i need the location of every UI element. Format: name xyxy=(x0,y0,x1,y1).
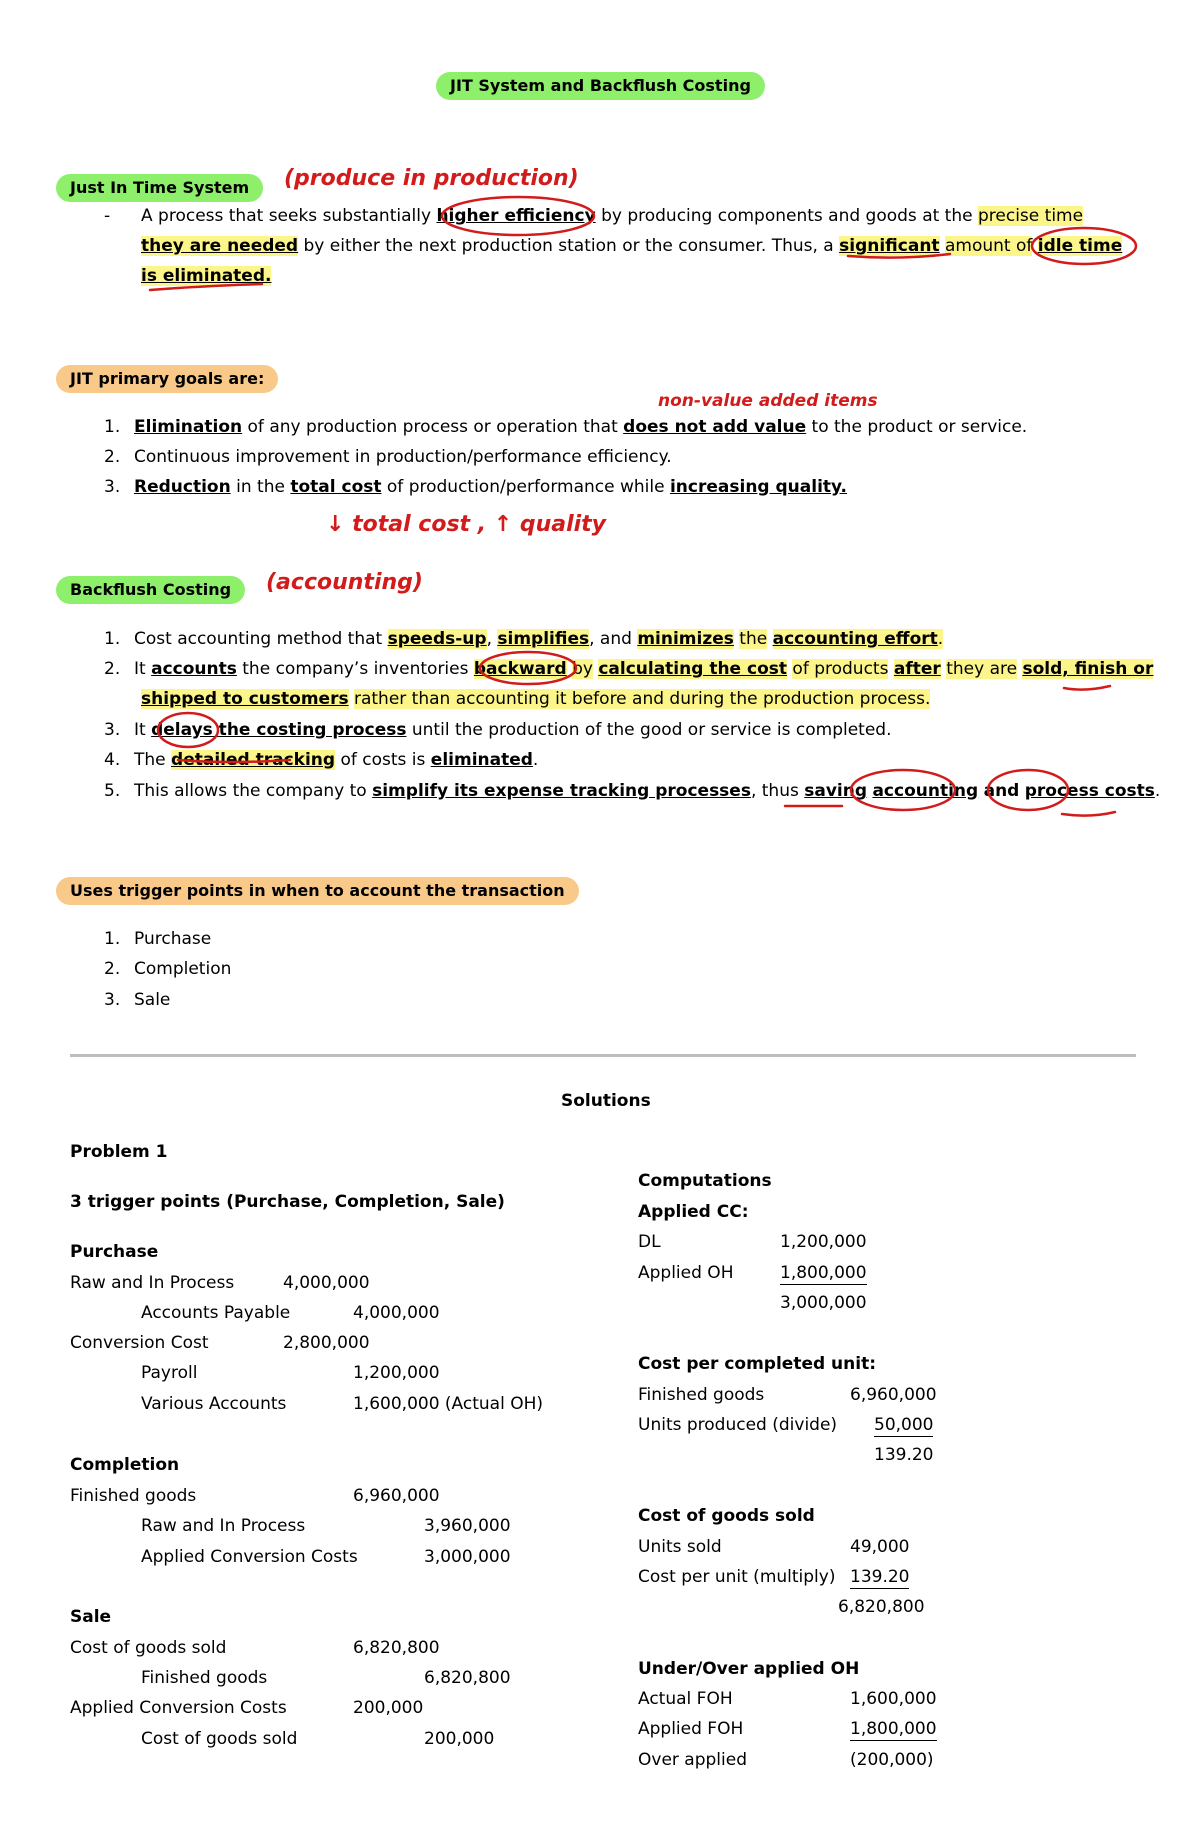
journal-row-credit: 3,000,000 xyxy=(424,1547,511,1567)
computation-total: 139.20 xyxy=(874,1445,934,1465)
problem-heading: Problem 1 xyxy=(70,1142,168,1162)
backflush-item-4: 4. The detailed tracking of costs is eliminated. xyxy=(104,750,539,770)
journal-row-label: Raw and In Process xyxy=(141,1516,306,1536)
computation-total: 3,000,000 xyxy=(780,1293,867,1313)
trigger-item-2: 2. Completion xyxy=(104,959,232,979)
dash-bullet: - xyxy=(104,206,111,226)
computation-value: 1,200,000 xyxy=(780,1232,867,1252)
applied-cc-heading: Applied CC: xyxy=(638,1202,749,1222)
underline-annotation xyxy=(1064,686,1110,690)
goal-item-1: 1. Elimination of any production process or operation that does not add value to the product or service. xyxy=(104,417,1028,437)
purchase-heading: Purchase xyxy=(70,1242,159,1262)
goals-heading: JIT primary goals are: xyxy=(56,365,278,393)
goals-handwritten-note-bottom: ↓ total cost , ↑ quality xyxy=(326,512,607,537)
backflush-item-3: 3. It delays the costing process until the production of the good or service is completed. xyxy=(104,720,892,740)
computation-value: 49,000 xyxy=(850,1537,910,1557)
computation-value: (200,000) xyxy=(850,1750,934,1770)
trigger-points-line: 3 trigger points (Purchase, Completion, Sale) xyxy=(70,1192,505,1212)
backflush-item-2: 2. It accounts the company’s inventories backward by calculating the cost of products after they are sold, finish or xyxy=(104,659,1154,679)
cost-per-unit-heading: Cost per completed unit: xyxy=(638,1354,877,1374)
journal-row-debit: 2,800,000 xyxy=(283,1333,370,1353)
journal-row-label: Accounts Payable xyxy=(141,1303,291,1323)
computation-value: 6,960,000 xyxy=(850,1385,937,1405)
underline-annotation xyxy=(1062,812,1115,816)
backflush-item-5: 5. This allows the company to simplify its expense tracking processes, thus saving accounting and process costs. xyxy=(104,781,1161,801)
solutions-heading: Solutions xyxy=(561,1091,651,1111)
journal-row-credit: 3,960,000 xyxy=(424,1516,511,1536)
computation-label: Cost per unit (multiply) xyxy=(638,1567,836,1587)
journal-row-label: Raw and In Process xyxy=(70,1273,235,1293)
computation-label: Over applied xyxy=(638,1750,747,1770)
backflush-handwritten-note: (accounting) xyxy=(266,570,423,595)
journal-row-label: Conversion Cost xyxy=(70,1333,209,1353)
computation-label: Applied FOH xyxy=(638,1719,744,1739)
computation-label: Units sold xyxy=(638,1537,722,1557)
journal-row-label: Finished goods xyxy=(70,1486,197,1506)
backflush-heading: Backflush Costing xyxy=(56,576,245,604)
triggers-heading: Uses trigger points in when to account the transaction xyxy=(56,877,579,905)
computation-value: 50,000 xyxy=(874,1415,934,1435)
computation-label: Actual FOH xyxy=(638,1689,733,1709)
goal-item-3: 3. Reduction in the total cost of production/performance while increasing quality. xyxy=(104,477,848,497)
journal-row-debit: 200,000 xyxy=(353,1698,424,1718)
trigger-item-1: 1. Purchase xyxy=(104,929,212,949)
computation-label: Units produced (divide) xyxy=(638,1415,838,1435)
computation-value: 1,800,000 xyxy=(780,1263,867,1283)
journal-row-credit: 1,600,000 (Actual OH) xyxy=(353,1394,544,1414)
journal-row-label: Finished goods xyxy=(141,1668,268,1688)
goals-handwritten-note-top: non-value added items xyxy=(658,391,878,411)
journal-row-label: Various Accounts xyxy=(141,1394,287,1414)
computation-label: Applied OH xyxy=(638,1263,734,1283)
cogs-heading: Cost of goods sold xyxy=(638,1506,815,1526)
goal-item-2: 2. Continuous improvement in production/performance efficiency. xyxy=(104,447,672,467)
jit-paragraph-line-1: A process that seeks substantially higher efficiency by producing components and goods at the precise time xyxy=(141,206,1084,226)
under-over-heading: Under/Over applied OH xyxy=(638,1659,860,1679)
computation-value: 1,600,000 xyxy=(850,1689,937,1709)
journal-row-credit: 1,200,000 xyxy=(353,1363,440,1383)
jit-paragraph-line-3: is eliminated. xyxy=(141,266,272,286)
journal-row-credit: 4,000,000 xyxy=(353,1303,440,1323)
jit-heading: Just In Time System xyxy=(56,174,263,202)
journal-row-credit: 200,000 xyxy=(424,1729,495,1749)
page-title: JIT System and Backflush Costing xyxy=(436,72,765,100)
computation-value: 1,800,000 xyxy=(850,1719,937,1739)
journal-row-label: Cost of goods sold xyxy=(70,1638,227,1658)
trigger-item-3: 3. Sale xyxy=(104,990,171,1010)
journal-row-debit: 4,000,000 xyxy=(283,1273,370,1293)
computations-heading: Computations xyxy=(638,1171,772,1191)
computation-value: 139.20 xyxy=(850,1567,910,1587)
journal-row-label: Applied Conversion Costs xyxy=(70,1698,287,1718)
journal-row-label: Payroll xyxy=(141,1363,198,1383)
journal-row-credit: 6,820,800 xyxy=(424,1668,511,1688)
journal-row-debit: 6,960,000 xyxy=(353,1486,440,1506)
sale-heading: Sale xyxy=(70,1607,112,1627)
completion-heading: Completion xyxy=(70,1455,180,1475)
journal-row-debit: 6,820,800 xyxy=(353,1638,440,1658)
jit-handwritten-note: (produce in production) xyxy=(284,166,579,191)
divider xyxy=(70,1054,1136,1057)
journal-row-label: Applied Conversion Costs xyxy=(141,1547,358,1567)
computation-total: 6,820,800 xyxy=(838,1597,925,1617)
backflush-item-1: 1. Cost accounting method that speeds-up, simplifies, and minimizes the accounting effort. xyxy=(104,629,944,649)
journal-row-label: Cost of goods sold xyxy=(141,1729,298,1749)
computation-label: Finished goods xyxy=(638,1385,765,1405)
backflush-item-2-cont: shipped to customers rather than accounting it before and during the production process. xyxy=(141,689,931,709)
computation-label: DL xyxy=(638,1232,661,1252)
jit-paragraph-line-2: they are needed by either the next production station or the consumer. Thus, a significant amount of idle time xyxy=(141,236,1123,256)
